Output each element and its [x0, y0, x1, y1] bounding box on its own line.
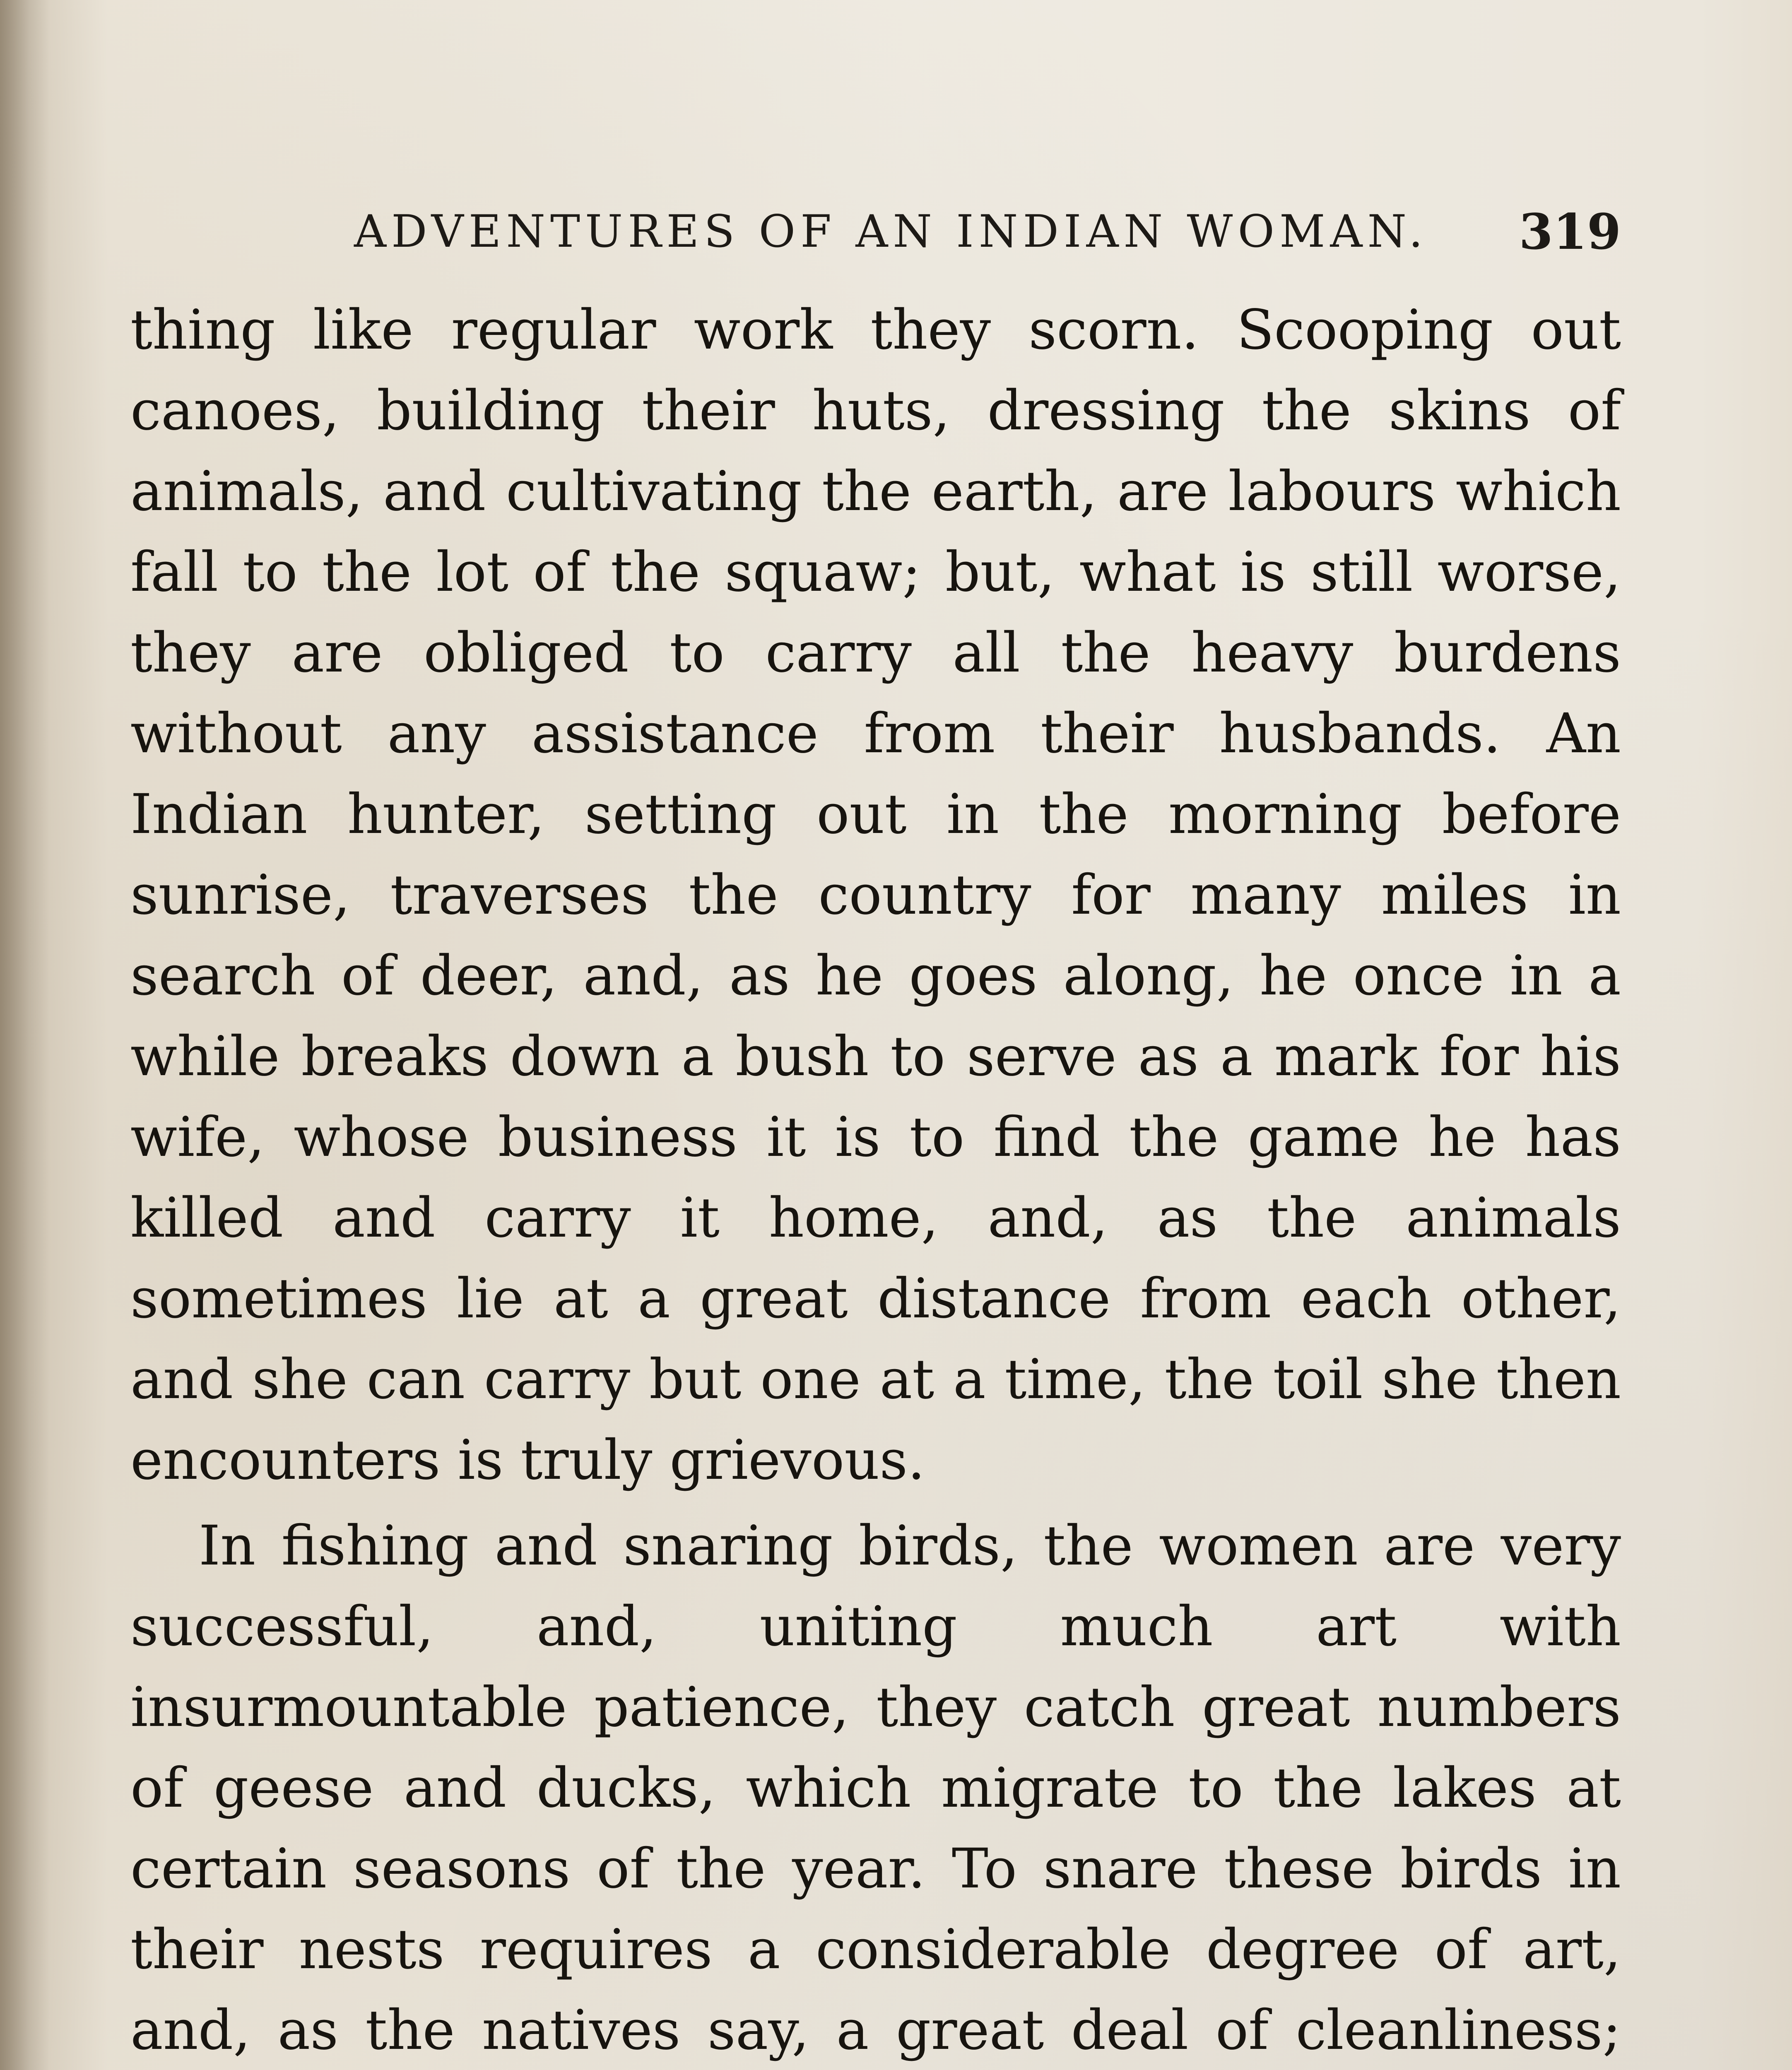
paragraph-1: thing like regular work they scorn. Scooping out canoes, building their huts, dressing the skins of animals, and cultivating the earth, are labours which fall to the lot of the squaw; but, what is still worse, they are obliged to carry all the heavy burdens without any assistance from their husbands. An Indian hunter, setting out in the morning before sunrise, traverses the country for many miles in search of deer, and, as he goes along, he once in a while breaks down a bush to serve as a mark for his wife, whose business it is to find the game he has killed and carry it home, and, as the animals sometimes lie at a great distance from each other, and she can carry but one at a time, the toil she then encounters is truly grievous.	[130, 298, 1621, 1492]
body-text	[130, 290, 1621, 2070]
gutter-shadow	[0, 0, 50, 2070]
page-header	[354, 199, 1621, 265]
running-head: ADVENTURES OF AN INDIAN WOMAN.	[354, 206, 1428, 258]
page-number: 319	[1519, 203, 1621, 260]
paragraph-2: In fishing and snaring birds, the women are very successful, and, uniting much art with insurmountable patience, they catch great numbers of geese and ducks, which migrate to the lakes at certain seasons of the year. To snare these birds in their nests requires a considerable degree of art, and, as the natives say, a great deal of cleanliness;	[130, 1514, 1621, 2062]
